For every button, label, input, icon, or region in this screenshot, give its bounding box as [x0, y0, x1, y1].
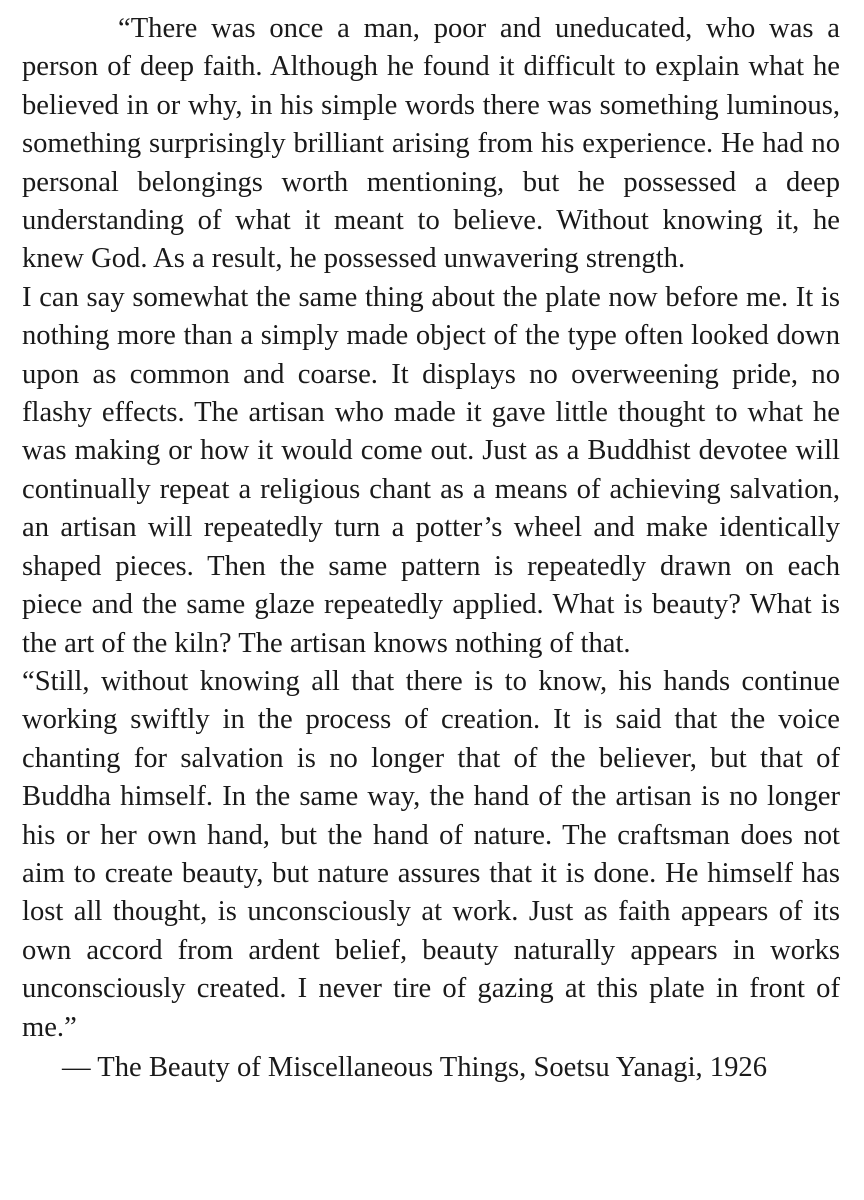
quote-paragraph-2: I can say somewhat the same thing about the plate now before me. It is nothing more than a simply made object of the type often looked down upon as common and coarse. It displays no overweening pride, no flashy effects. The artisan who made it gave little thought to what he was making or how it would come out. Just as a Buddhist devotee will continually repeat a religious chant as a means of achieving salvation, an artisan will repeatedly turn a potter’s wheel and make identically shaped pieces. Then the same pattern is repeatedly drawn on each piece and the same glaze repeatedly applied. What is beauty? What is the art of the kiln? The artisan knows nothing of that. — [22, 281, 840, 659]
quote-paragraph-3: “Still, without knowing all that there is to know, his hands continue working swiftly in the process of creation. It is said that the voice chanting for salvation is no longer that of the believer, but that of Buddha himself. In the same way, the hand of the artisan is no longer his or her own hand, but the hand of nature. The craftsman does not aim to create beauty, but nature assures that it is done. He himself has lost all thought, is unconsciously at work. Just as faith appears of its own accord from ardent belief, beauty naturally appears in works unconsciously created. I never tire of gazing at this plate in front of me.” — [22, 665, 840, 1043]
quote-paragraph-1: “There was once a man, poor and uneducated, who was a person of deep faith. Although he found it difficult to explain what he believed in or why, in his simple words there was something luminous, something surprisingly brilliant arising from his experience. He had no personal belongings worth mentioning, but he possessed a deep understanding of what it meant to believe. Without knowing it, he knew God. As a result, he possessed unwavering strength. — [22, 13, 840, 275]
quote-attribution: — The Beauty of Miscellaneous Things, Soetsu Yanagi, 1926 — [62, 1051, 767, 1083]
quote-page — [22, 10, 840, 1087]
